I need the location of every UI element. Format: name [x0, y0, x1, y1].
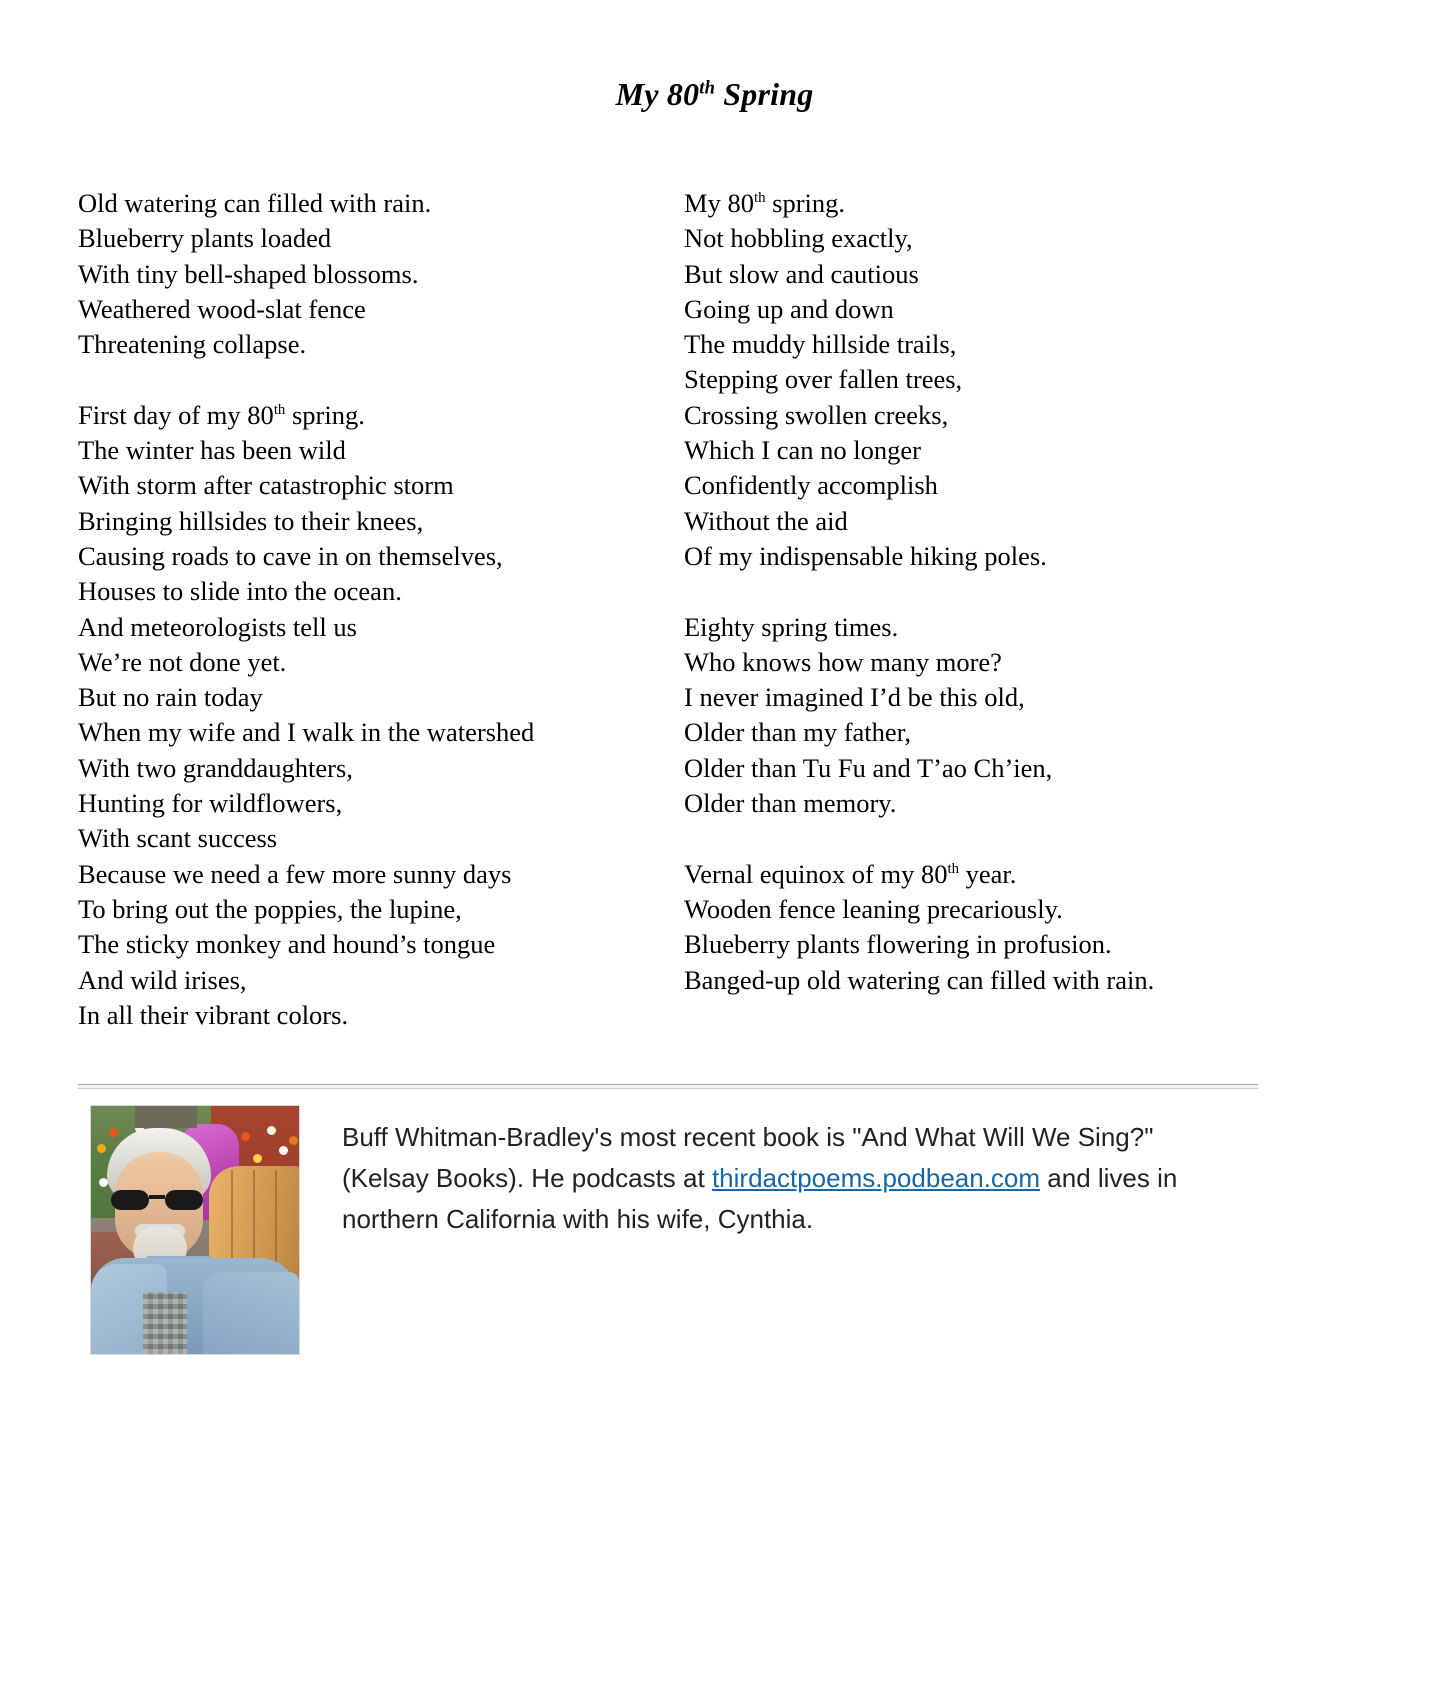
- poem-line: [684, 963, 1304, 998]
- photo-flower-dot: [241, 1132, 250, 1141]
- poem-line: [684, 680, 1304, 715]
- poem-line-text: Wooden fence leaning precariously.: [684, 893, 1063, 924]
- poem-line-text: And meteorologists tell us: [78, 611, 357, 642]
- poem-line: [684, 645, 1304, 680]
- page-title-suffix: Spring: [715, 76, 814, 112]
- poem-line: [78, 292, 678, 327]
- poem-line: [78, 539, 678, 574]
- poem-line-text: Who knows how many more?: [684, 646, 1002, 677]
- page-title-prefix: My 80: [615, 76, 700, 112]
- poem-line: [684, 786, 1304, 821]
- poem-line: [78, 857, 678, 892]
- poem-line-text: Older than my father,: [684, 717, 912, 748]
- poem-line: [684, 292, 1304, 327]
- poem-line: [684, 610, 1304, 645]
- poem-line-text: Eighty spring times.: [684, 611, 899, 642]
- poem-line: [684, 927, 1304, 962]
- poem-line: [684, 221, 1304, 256]
- poem-line-text: Weathered wood-slat fence: [78, 293, 366, 324]
- poem-line-text: Hunting for wildflowers,: [78, 788, 343, 819]
- poem-line-text: Because we need a few more sunny days: [78, 858, 512, 889]
- poem-stanza: [684, 186, 1304, 574]
- poem-stanza: [684, 610, 1304, 822]
- poem-line: [78, 751, 678, 786]
- poem-line-tail: spring.: [765, 188, 845, 218]
- photo-flower-dot: [253, 1154, 262, 1163]
- poem-line: [78, 468, 678, 503]
- page-title-superscript: th: [699, 77, 716, 99]
- poem-line-text: Without the aid: [684, 505, 848, 536]
- photo-sunglass-bridge: [149, 1195, 165, 1199]
- poem-line-text: With two granddaughters,: [78, 752, 353, 783]
- photo-flower-dot: [109, 1128, 118, 1137]
- section-divider: [78, 1084, 1258, 1089]
- poem-line: [78, 645, 678, 680]
- poem-line-text: I never imagined I’d be this old,: [684, 682, 1025, 713]
- poem-line-text: Older than memory.: [684, 788, 897, 819]
- poem-line: [684, 186, 1304, 221]
- poem-left-column: [78, 186, 678, 1033]
- poem-line-text: Bringing hillsides to their knees,: [78, 505, 424, 536]
- poem-line: [78, 257, 678, 292]
- photo-plaid-shirt: [143, 1292, 187, 1354]
- poem-line-text: The muddy hillside trails,: [684, 329, 957, 360]
- poem-line: [78, 574, 678, 609]
- bio-text-after-link: and lives in northern California with his wife, Cynthia.: [342, 1163, 1178, 1234]
- poem-line: [78, 892, 678, 927]
- poem-line-text: With storm after catastrophic storm: [78, 470, 454, 501]
- photo-sunglass-lens-right: [165, 1190, 203, 1210]
- poem-right-column: [684, 186, 1304, 998]
- poem-line: [78, 433, 678, 468]
- author-photo: [91, 1106, 299, 1354]
- poem-line-text: First day of my 80: [78, 399, 274, 430]
- poem-line: [78, 327, 678, 362]
- poem-line-text: To bring out the poppies, the lupine,: [78, 893, 462, 924]
- poem-line: [78, 221, 678, 256]
- photo-sunglass-lens-left: [111, 1190, 149, 1210]
- poem-line-text: Stepping over fallen trees,: [684, 364, 963, 395]
- poem-line-text: But slow and cautious: [684, 258, 919, 289]
- poem-line: [684, 468, 1304, 503]
- poem-line-text: Confidently accomplish: [684, 470, 938, 501]
- photo-flower-dot: [97, 1144, 106, 1153]
- poem-stanza: [684, 857, 1304, 998]
- poem-line-text: The winter has been wild: [78, 435, 346, 466]
- poem-line: [78, 610, 678, 645]
- poem-line: [684, 398, 1304, 433]
- poem-line-text: With scant success: [78, 823, 278, 854]
- poem-line: [684, 857, 1304, 892]
- poem-line: [78, 504, 678, 539]
- ordinal-superscript: th: [753, 190, 766, 207]
- poem-line-text: Which I can no longer: [684, 435, 921, 466]
- photo-flower-dot: [289, 1136, 298, 1145]
- poem-line: [684, 362, 1304, 397]
- poem-line-text: With tiny bell-shaped blossoms.: [78, 258, 419, 289]
- poem-line: [684, 751, 1304, 786]
- photo-denim-jacket-right: [203, 1272, 299, 1354]
- poem-line: [684, 257, 1304, 292]
- poem-line-text: Of my indispensable hiking poles.: [684, 540, 1047, 571]
- poem-line-text: Older than Tu Fu and T’ao Ch’ien,: [684, 752, 1053, 783]
- poem-line-text: In all their vibrant colors.: [78, 999, 349, 1030]
- podcast-link[interactable]: thirdactpoems.podbean.com: [711, 1163, 1041, 1193]
- poem-line-text: Banged-up old watering can filled with rain.: [684, 964, 1155, 995]
- poem-line-text: Causing roads to cave in on themselves,: [78, 540, 503, 571]
- poem-line-text: Going up and down: [684, 293, 894, 324]
- photo-background-head: [135, 1106, 197, 1128]
- poem-line-text: Not hobbling exactly,: [684, 223, 913, 254]
- poem-line: [78, 998, 678, 1033]
- poem-line: [78, 786, 678, 821]
- poem-line: [684, 504, 1304, 539]
- author-photo-frame: [90, 1105, 300, 1355]
- poem-line: [684, 539, 1304, 574]
- poem-line: [78, 680, 678, 715]
- poem-line: [78, 186, 678, 221]
- poem-line-text: Blueberry plants flowering in profusion.: [684, 929, 1112, 960]
- poem-line-tail: spring.: [285, 399, 365, 430]
- poem-line-tail: year.: [959, 858, 1017, 889]
- poem-line-text: Vernal equinox of my 80: [684, 858, 948, 889]
- poem-line: [78, 398, 678, 433]
- ordinal-superscript: th: [947, 860, 960, 877]
- author-bio-text: [342, 1117, 1242, 1240]
- poem-line-text: Old watering can filled with rain.: [78, 188, 432, 218]
- poem-line-text: The sticky monkey and hound’s tongue: [78, 929, 496, 960]
- poem-line-text: And wild irises,: [78, 964, 247, 995]
- poem-line: [684, 715, 1304, 750]
- bio-text-before-link: Buff Whitman-Bradley's most recent book is "And What Will We Sing?" (Kelsay Books). He podcasts at: [342, 1122, 1154, 1193]
- poem-line: [684, 327, 1304, 362]
- poem-line: [684, 433, 1304, 468]
- poem-stanza: [78, 186, 678, 362]
- poem-line-text: When my wife and I walk in the watershed: [78, 717, 535, 748]
- photo-flower-dot: [267, 1126, 276, 1135]
- poem-line-text: Houses to slide into the ocean.: [78, 576, 402, 607]
- photo-sunglasses: [111, 1190, 203, 1210]
- poem-line: [78, 715, 678, 750]
- poem-line-text: Crossing swollen creeks,: [684, 399, 949, 430]
- poem-line: [78, 821, 678, 856]
- poem-line-text: We’re not done yet.: [78, 646, 287, 677]
- poem-stanza: [78, 398, 678, 1033]
- ordinal-superscript: th: [273, 401, 286, 418]
- poem-line: [78, 927, 678, 962]
- poem-line: [684, 892, 1304, 927]
- page-title: [0, 76, 1429, 113]
- poem-line-text: My 80: [684, 188, 754, 218]
- poem-line-text: Blueberry plants loaded: [78, 223, 332, 254]
- poem-line: [78, 963, 678, 998]
- photo-flower-dot: [279, 1146, 288, 1155]
- poem-line-text: But no rain today: [78, 682, 263, 713]
- poem-line-text: Threatening collapse.: [78, 329, 307, 360]
